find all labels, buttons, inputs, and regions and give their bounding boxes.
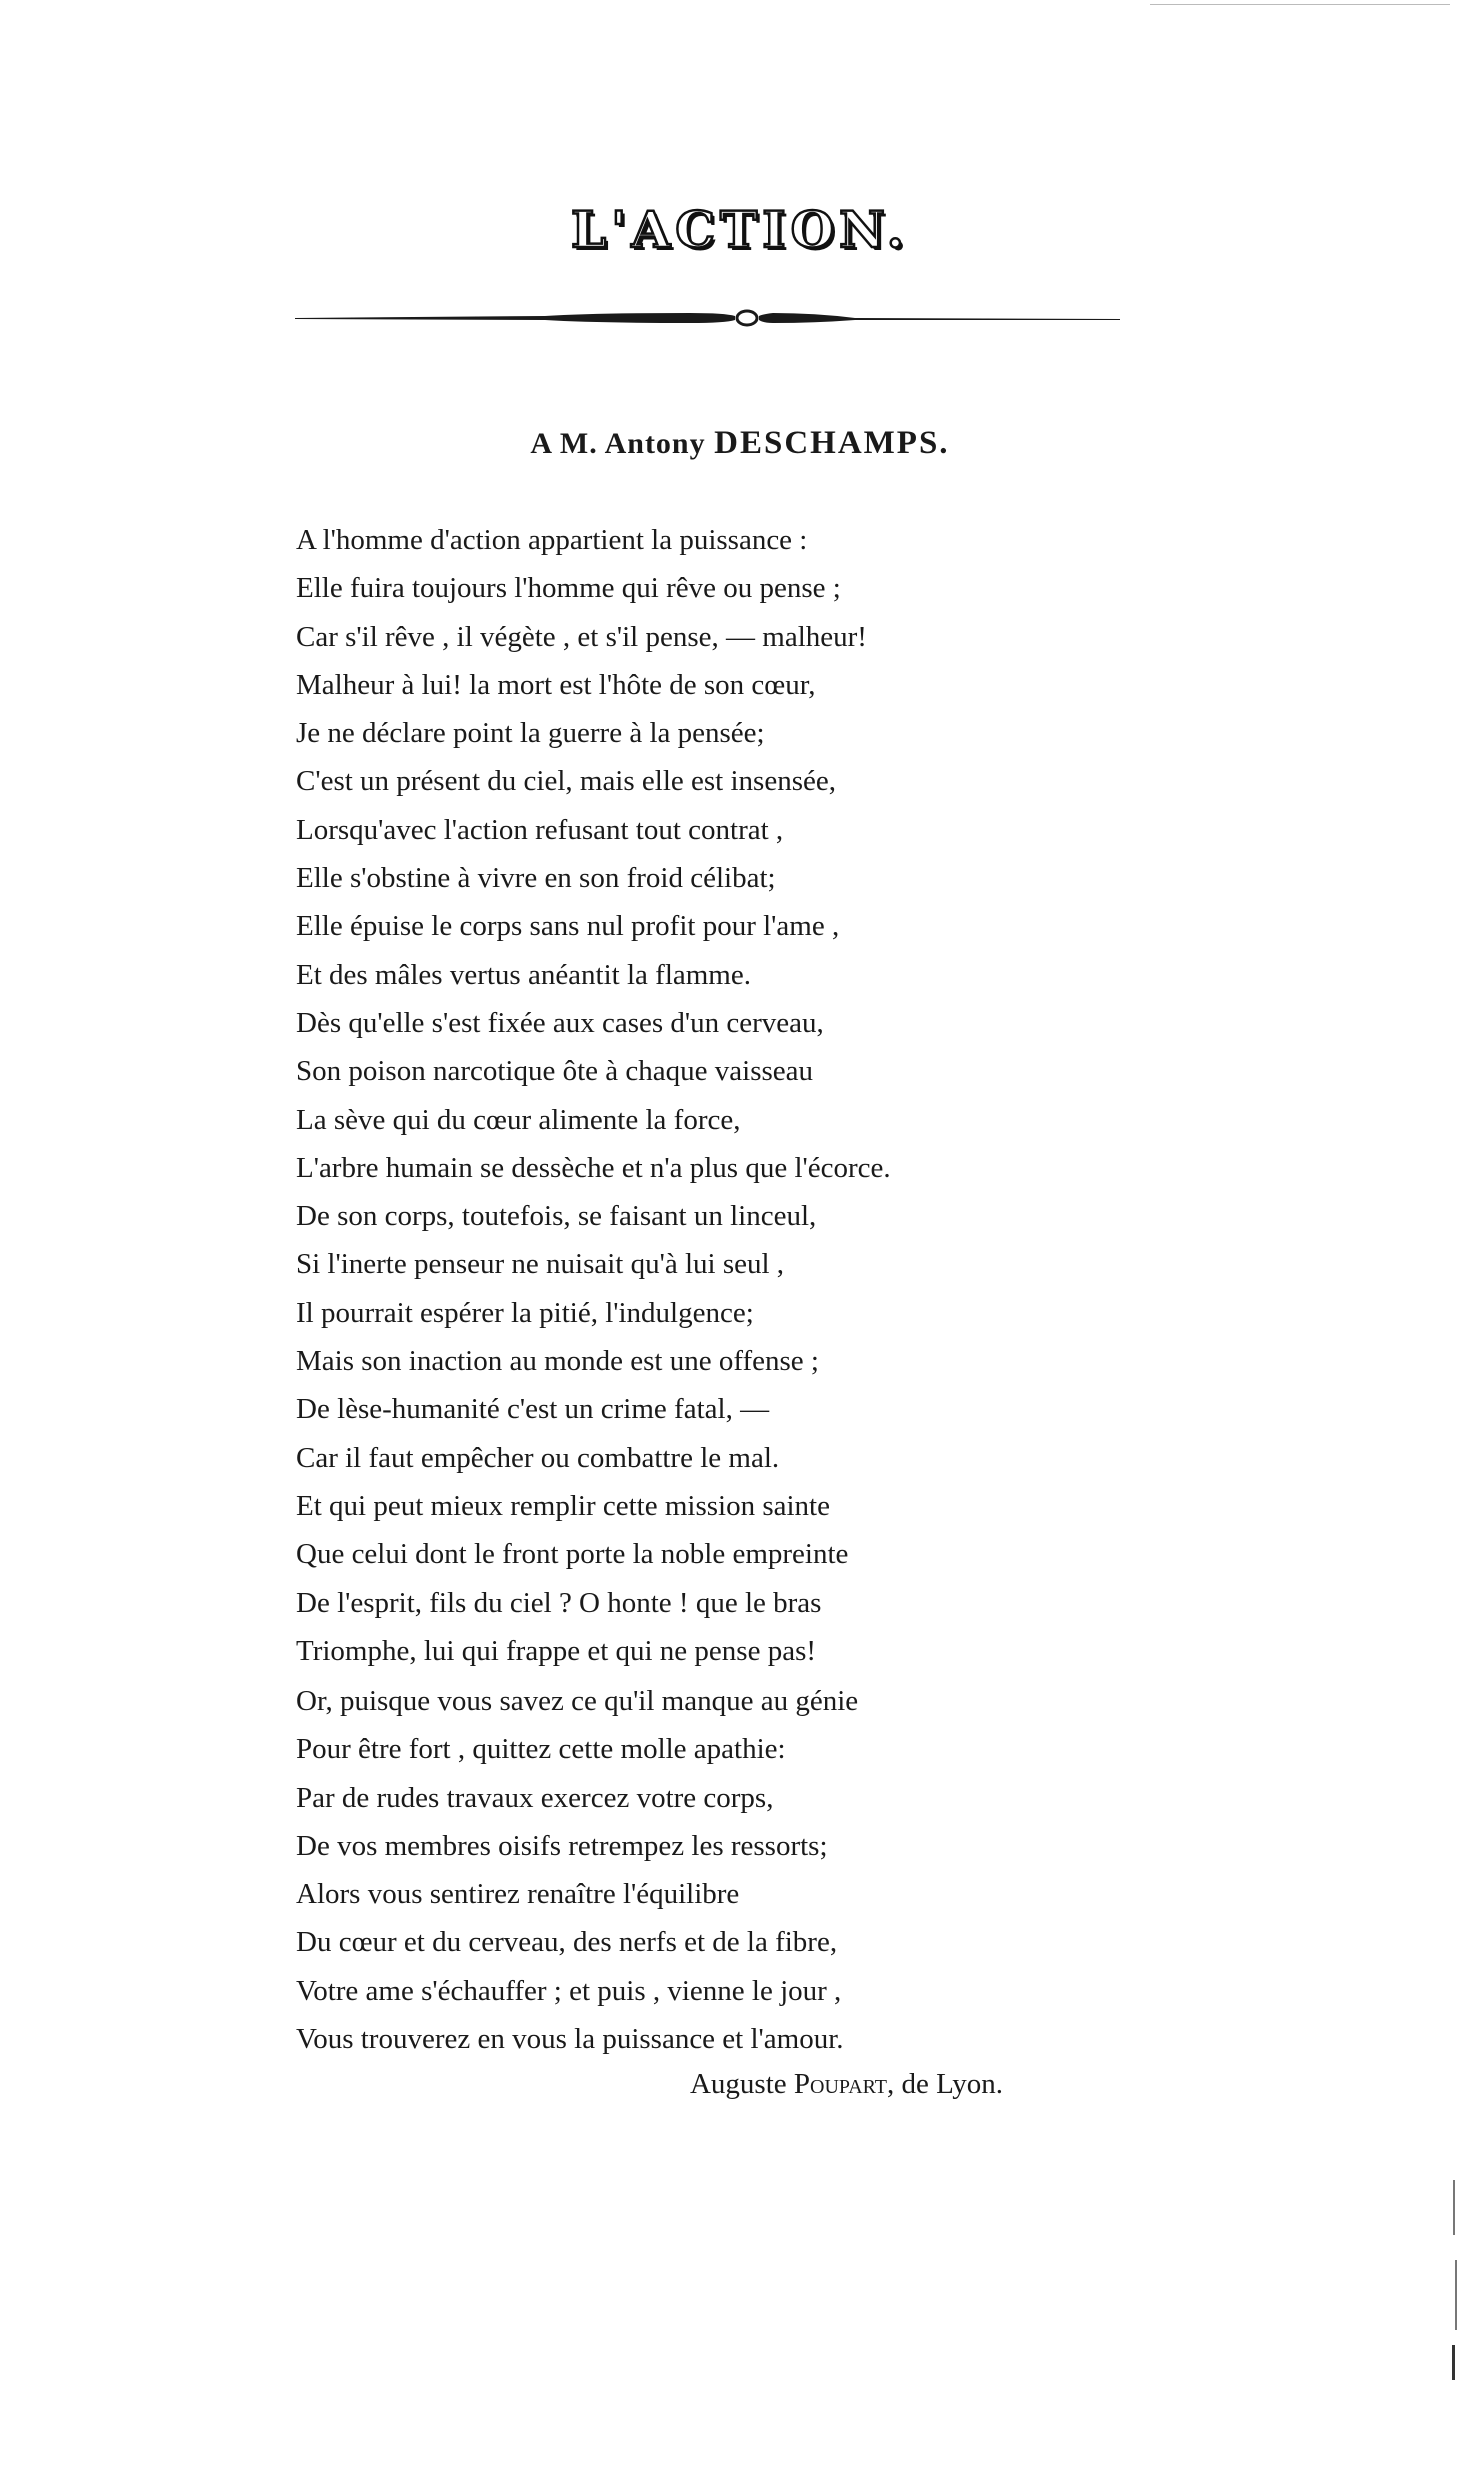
dedication-name: DESCHAMPS. [714, 425, 950, 461]
author-first-name: Auguste [689, 2068, 787, 2100]
title-rule-ornament [295, 305, 1120, 331]
author-signature [690, 2060, 1003, 2108]
stanza-2 [296, 1677, 858, 2063]
verse-line: Elle épuise le corps sans nul profit pour l'ame , [296, 910, 840, 943]
verse-line: Elle s'obstine à vivre en son froid célibat; [296, 862, 776, 895]
verse-line: Car il faut empêcher ou combattre le mal. [296, 1441, 780, 1474]
verse-line: Et qui peut mieux remplir cette mission sainte [296, 1489, 830, 1522]
author-surname: Poupart [793, 2068, 887, 2100]
verse-line: Du cœur et du cerveau, des nerfs et de la fibre, [296, 1926, 838, 1959]
verse-line: Lorsqu'avec l'action refusant tout contrat , [296, 813, 784, 846]
verse-line: A l'homme d'action appartient la puissance : [296, 524, 808, 556]
verse-line: Pour être fort , quittez cette molle apathie: [296, 1733, 786, 1766]
verse-line: La sève qui du cœur alimente la force, [296, 1103, 741, 1136]
verse-line: Or, puisque vous savez ce qu'il manque au génie [296, 1685, 859, 1717]
dedication [0, 425, 1480, 462]
poem-title: L'ACTION. [570, 200, 910, 259]
page-edge-mark [1150, 4, 1450, 5]
page-edge-mark [1455, 2260, 1457, 2330]
author-place: , de Lyon. [887, 2068, 1003, 2100]
verse-line: De l'esprit, fils du ciel ? O honte ! que le bras [296, 1586, 822, 1619]
verse-line: Je ne déclare point la guerre à la pensée; [296, 717, 765, 750]
dedication-prefix: A M. Antony [530, 427, 706, 460]
verse-line: Triomphe, lui qui frappe et qui ne pense pas! [296, 1634, 817, 1667]
verse-line: Son poison narcotique ôte à chaque vaisseau [296, 1055, 814, 1088]
verse-line: Que celui dont le front porte la noble empreinte [296, 1538, 849, 1571]
verse-line: De lèse-humanité c'est un crime fatal, — [296, 1393, 770, 1426]
verse-line: Par de rudes travaux exercez votre corps, [296, 1781, 774, 1814]
verse-line: Il pourrait espérer la pitié, l'indulgence; [296, 1296, 754, 1329]
page-edge-mark [1452, 2345, 1455, 2380]
verse-line: L'arbre humain se dessèche et n'a plus que l'écorce. [296, 1151, 891, 1184]
verse-line: Et des mâles vertus anéantit la flamme. [296, 958, 751, 991]
verse-line: De son corps, toutefois, se faisant un linceul, [296, 1200, 817, 1233]
verse-line: Elle fuira toujours l'homme qui rêve ou pense ; [296, 572, 841, 605]
verse-line: Dès qu'elle s'est fixée aux cases d'un cerveau, [296, 1006, 824, 1039]
verse-line: Si l'inerte penseur ne nuisait qu'à lui seul , [296, 1248, 785, 1281]
verse-line: Vous trouverez en vous la puissance et l'amour. [296, 2023, 844, 2056]
verse-line: Malheur à lui! la mort est l'hôte de son cœur, [296, 668, 816, 701]
page-edge-mark [1453, 2180, 1455, 2235]
verse-line: De vos membres oisifs retrempez les ressorts; [296, 1829, 828, 1862]
verse-line: Alors vous sentirez renaître l'équilibre [296, 1878, 740, 1911]
verse-line: Car s'il rêve , il végète , et s'il pense, — malheur! [296, 620, 867, 653]
verse-line: Votre ame s'échauffer ; et puis , vienne le jour , [296, 1974, 842, 2007]
verse-line: C'est un présent du ciel, mais elle est insensée, [296, 765, 836, 798]
verse-line: Mais son inaction au monde est une offense ; [296, 1345, 819, 1378]
stanza-1 [296, 516, 891, 1675]
